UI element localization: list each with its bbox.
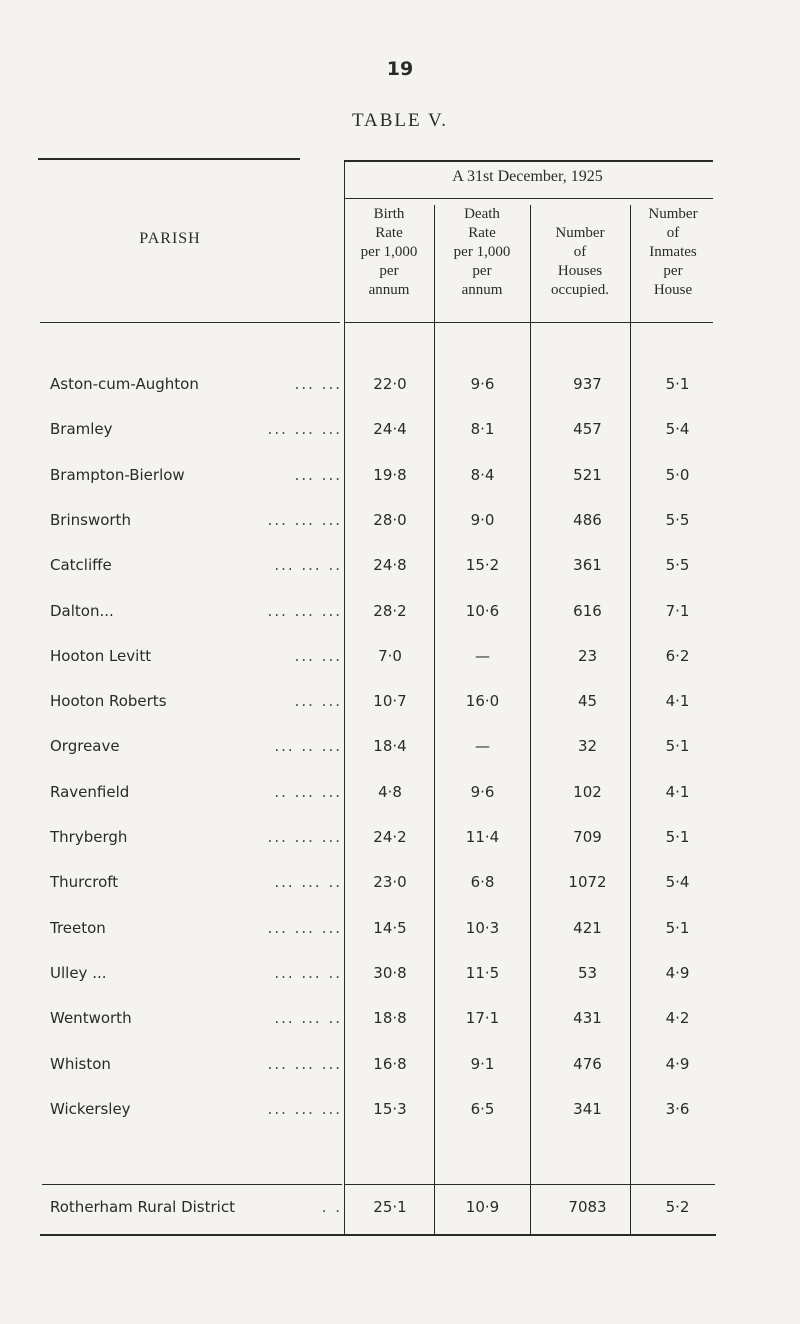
row-parish: Treeton (50, 918, 106, 937)
total-birth: 25·1 (373, 1198, 407, 1216)
total-row (0, 1198, 800, 1222)
row-inmates: 5·5 (665, 556, 690, 575)
leader-dots: ... ... ... (267, 918, 342, 937)
table-row (0, 466, 800, 490)
row-birth-rate: 4·8 (378, 782, 402, 801)
header-houses-line: Houses (557, 263, 603, 279)
header-inmates-line: Inmates (649, 244, 697, 260)
row-houses: 616 (573, 601, 602, 620)
header-birth-rate (345, 205, 433, 300)
header-bottom-rule-right (345, 322, 713, 323)
row-parish: Thurcroft (50, 873, 119, 892)
total-rule-left (42, 1184, 342, 1185)
row-death-rate: 15·2 (465, 556, 500, 575)
table-row (0, 919, 800, 943)
row-inmates: 4·2 (665, 1009, 690, 1028)
row-parish: Ulley ... (50, 963, 107, 982)
leader-dots: ... ... .. (274, 963, 342, 982)
top-rule-left (38, 158, 300, 160)
top-rule-right (345, 160, 713, 162)
header-houses-line: of (573, 244, 587, 260)
header-death-line: Death (464, 206, 500, 222)
row-houses: 457 (573, 420, 602, 439)
row-houses: 1072 (568, 873, 607, 892)
row-inmates: 4·9 (665, 963, 690, 982)
header-date: A 31st December, 1925 (452, 168, 603, 185)
total-inmates: 5·2 (665, 1198, 690, 1216)
header-houses-line: Number (555, 225, 605, 241)
header-death-line: Rate (468, 225, 496, 241)
row-death-rate: — (475, 646, 490, 665)
table-row (0, 1100, 800, 1124)
table-row (0, 1009, 800, 1033)
row-death-rate: 9·0 (470, 510, 495, 529)
row-inmates: 6·2 (665, 646, 690, 665)
leader-dots: .. ... ... (274, 782, 342, 801)
row-houses: 431 (573, 1009, 602, 1028)
row-houses: 486 (573, 510, 602, 529)
header-birth-line: per 1,000 (360, 244, 418, 260)
table-row (0, 737, 800, 761)
col-divider-death (530, 205, 531, 1234)
row-birth-rate: 14·5 (373, 918, 407, 937)
row-inmates: 5·1 (665, 375, 690, 393)
row-death-rate: 10·3 (465, 918, 500, 937)
row-inmates: 5·1 (665, 918, 690, 937)
row-houses: 102 (573, 782, 602, 801)
col-divider-birth (434, 205, 435, 1234)
row-birth-rate: 28·0 (373, 510, 407, 529)
row-houses: 341 (573, 1099, 602, 1118)
row-houses: 709 (573, 828, 602, 846)
row-death-rate: 11·4 (465, 828, 500, 846)
header-death-rate (435, 205, 529, 300)
row-parish: Brinsworth (50, 510, 131, 529)
table-row (0, 602, 800, 626)
row-parish: Wentworth (50, 1009, 132, 1028)
row-birth-rate: 18·4 (373, 737, 407, 756)
table-row (0, 511, 800, 535)
row-parish: Ravenfield (50, 782, 130, 801)
row-houses: 521 (573, 465, 602, 484)
row-houses: 23 (577, 646, 598, 665)
table-row (0, 873, 800, 897)
row-houses: 937 (573, 375, 602, 393)
row-parish: Bramley (50, 420, 113, 439)
row-birth-rate: 24·2 (373, 828, 407, 846)
header-houses-line: occupied. (551, 282, 609, 298)
row-parish: Aston-cum-Aughton (50, 375, 199, 393)
row-inmates: 5·0 (665, 465, 690, 484)
row-inmates: 5·1 (665, 828, 690, 846)
header-birth-line: per (379, 263, 399, 279)
leader-dots: ... .. ... (274, 737, 342, 756)
header-birth-line: Birth (373, 206, 405, 222)
table-title: TABLE V. (351, 110, 449, 131)
row-parish: Catcliffe (50, 556, 112, 575)
row-parish: Brampton-Bierlow (50, 465, 185, 484)
row-houses: 45 (577, 692, 598, 711)
table-row (0, 556, 800, 580)
row-death-rate: 11·5 (465, 963, 500, 982)
table-row (0, 783, 800, 807)
table-row (0, 828, 800, 852)
leader-dots: ... ... ... (267, 601, 342, 620)
bottom-rule (40, 1234, 716, 1236)
header-bottom-rule-left (40, 322, 340, 323)
row-inmates: 5·4 (665, 873, 690, 892)
header-death-line: per 1,000 (453, 244, 511, 260)
row-inmates: 5·5 (665, 510, 690, 529)
total-death: 10·9 (465, 1198, 500, 1216)
header-inmates-line: House (653, 282, 693, 298)
row-death-rate: 6·5 (470, 1099, 495, 1118)
table-row (0, 1055, 800, 1079)
row-houses: 32 (577, 737, 598, 756)
row-death-rate: 9·1 (470, 1054, 495, 1073)
total-parish: Rotherham Rural District (50, 1198, 235, 1216)
leader-dots: ... ... (294, 692, 342, 711)
row-birth-rate: 16·8 (373, 1054, 407, 1073)
row-death-rate: 6·8 (470, 873, 495, 892)
row-parish: Orgreave (50, 737, 120, 756)
table-row (0, 647, 800, 671)
row-death-rate: 16·0 (465, 692, 500, 711)
page-number: 19 (386, 58, 414, 80)
row-inmates: 7·1 (665, 601, 690, 620)
row-death-rate: 8·1 (470, 420, 495, 439)
row-inmates: 5·1 (665, 737, 690, 756)
row-death-rate: 17·1 (465, 1009, 500, 1028)
row-birth-rate: 18·8 (373, 1009, 407, 1028)
leader-dots: ... ... (294, 646, 342, 665)
row-birth-rate: 22·0 (373, 375, 407, 393)
date-underline (345, 198, 713, 199)
row-birth-rate: 10·7 (373, 692, 407, 711)
header-inmates (631, 205, 715, 300)
leader-dots: ... ... ... (267, 510, 342, 529)
row-death-rate: 9·6 (470, 375, 495, 393)
leader-dots: ... ... .. (274, 873, 342, 892)
row-parish: Dalton... (50, 601, 114, 620)
row-birth-rate: 30·8 (373, 963, 407, 982)
row-death-rate: 8·4 (470, 465, 495, 484)
row-death-rate: 10·6 (465, 601, 500, 620)
header-death-line: annum (461, 282, 503, 298)
row-houses: 421 (573, 918, 602, 937)
leader-dots: ... ... ... (267, 828, 342, 846)
row-inmates: 5·4 (665, 420, 690, 439)
row-parish: Hooton Levitt (50, 646, 152, 665)
row-houses: 361 (573, 556, 602, 575)
row-birth-rate: 15·3 (373, 1099, 407, 1118)
table-row (0, 375, 800, 399)
leader-dots: ... ... ... (267, 1054, 342, 1073)
row-inmates: 4·9 (665, 1054, 690, 1073)
header-birth-line: Rate (375, 225, 403, 241)
leader-dots: ... ... .. (274, 1009, 342, 1028)
leader-dots: ... ... ... (267, 420, 342, 439)
header-inmates-line: of (666, 225, 680, 241)
row-death-rate: 9·6 (470, 782, 495, 801)
leader-dots: ... ... (294, 465, 342, 484)
header-houses (531, 224, 629, 300)
table-row (0, 964, 800, 988)
row-birth-rate: 7·0 (378, 646, 402, 665)
leader-dots: ... ... .. (274, 556, 342, 575)
row-birth-rate: 24·4 (373, 420, 407, 439)
header-birth-line: annum (368, 282, 410, 298)
header-inmates-line: Number (648, 206, 698, 222)
header-inmates-line: per (663, 263, 683, 279)
row-death-rate: — (475, 737, 490, 756)
row-inmates: 4·1 (665, 782, 690, 801)
leader-dots: . . (321, 1198, 342, 1216)
row-parish: Whiston (50, 1054, 111, 1073)
table-row (0, 420, 800, 444)
col-divider-houses (630, 205, 631, 1234)
total-houses: 7083 (568, 1198, 607, 1216)
header-parish: PARISH (139, 230, 201, 247)
row-birth-rate: 23·0 (373, 873, 407, 892)
leader-dots: ... ... ... (267, 1099, 342, 1118)
table-row (0, 692, 800, 716)
row-inmates: 4·1 (665, 692, 690, 711)
row-parish: Thrybergh (50, 828, 128, 846)
row-birth-rate: 28·2 (373, 601, 407, 620)
row-houses: 476 (573, 1054, 602, 1073)
row-houses: 53 (577, 963, 598, 982)
row-inmates: 3·6 (665, 1099, 690, 1118)
row-birth-rate: 24·8 (373, 556, 407, 575)
header-death-line: per (472, 263, 492, 279)
row-birth-rate: 19·8 (373, 465, 407, 484)
row-parish: Wickersley (50, 1099, 131, 1118)
row-parish: Hooton Roberts (50, 692, 167, 711)
leader-dots: ... ... (294, 375, 342, 393)
